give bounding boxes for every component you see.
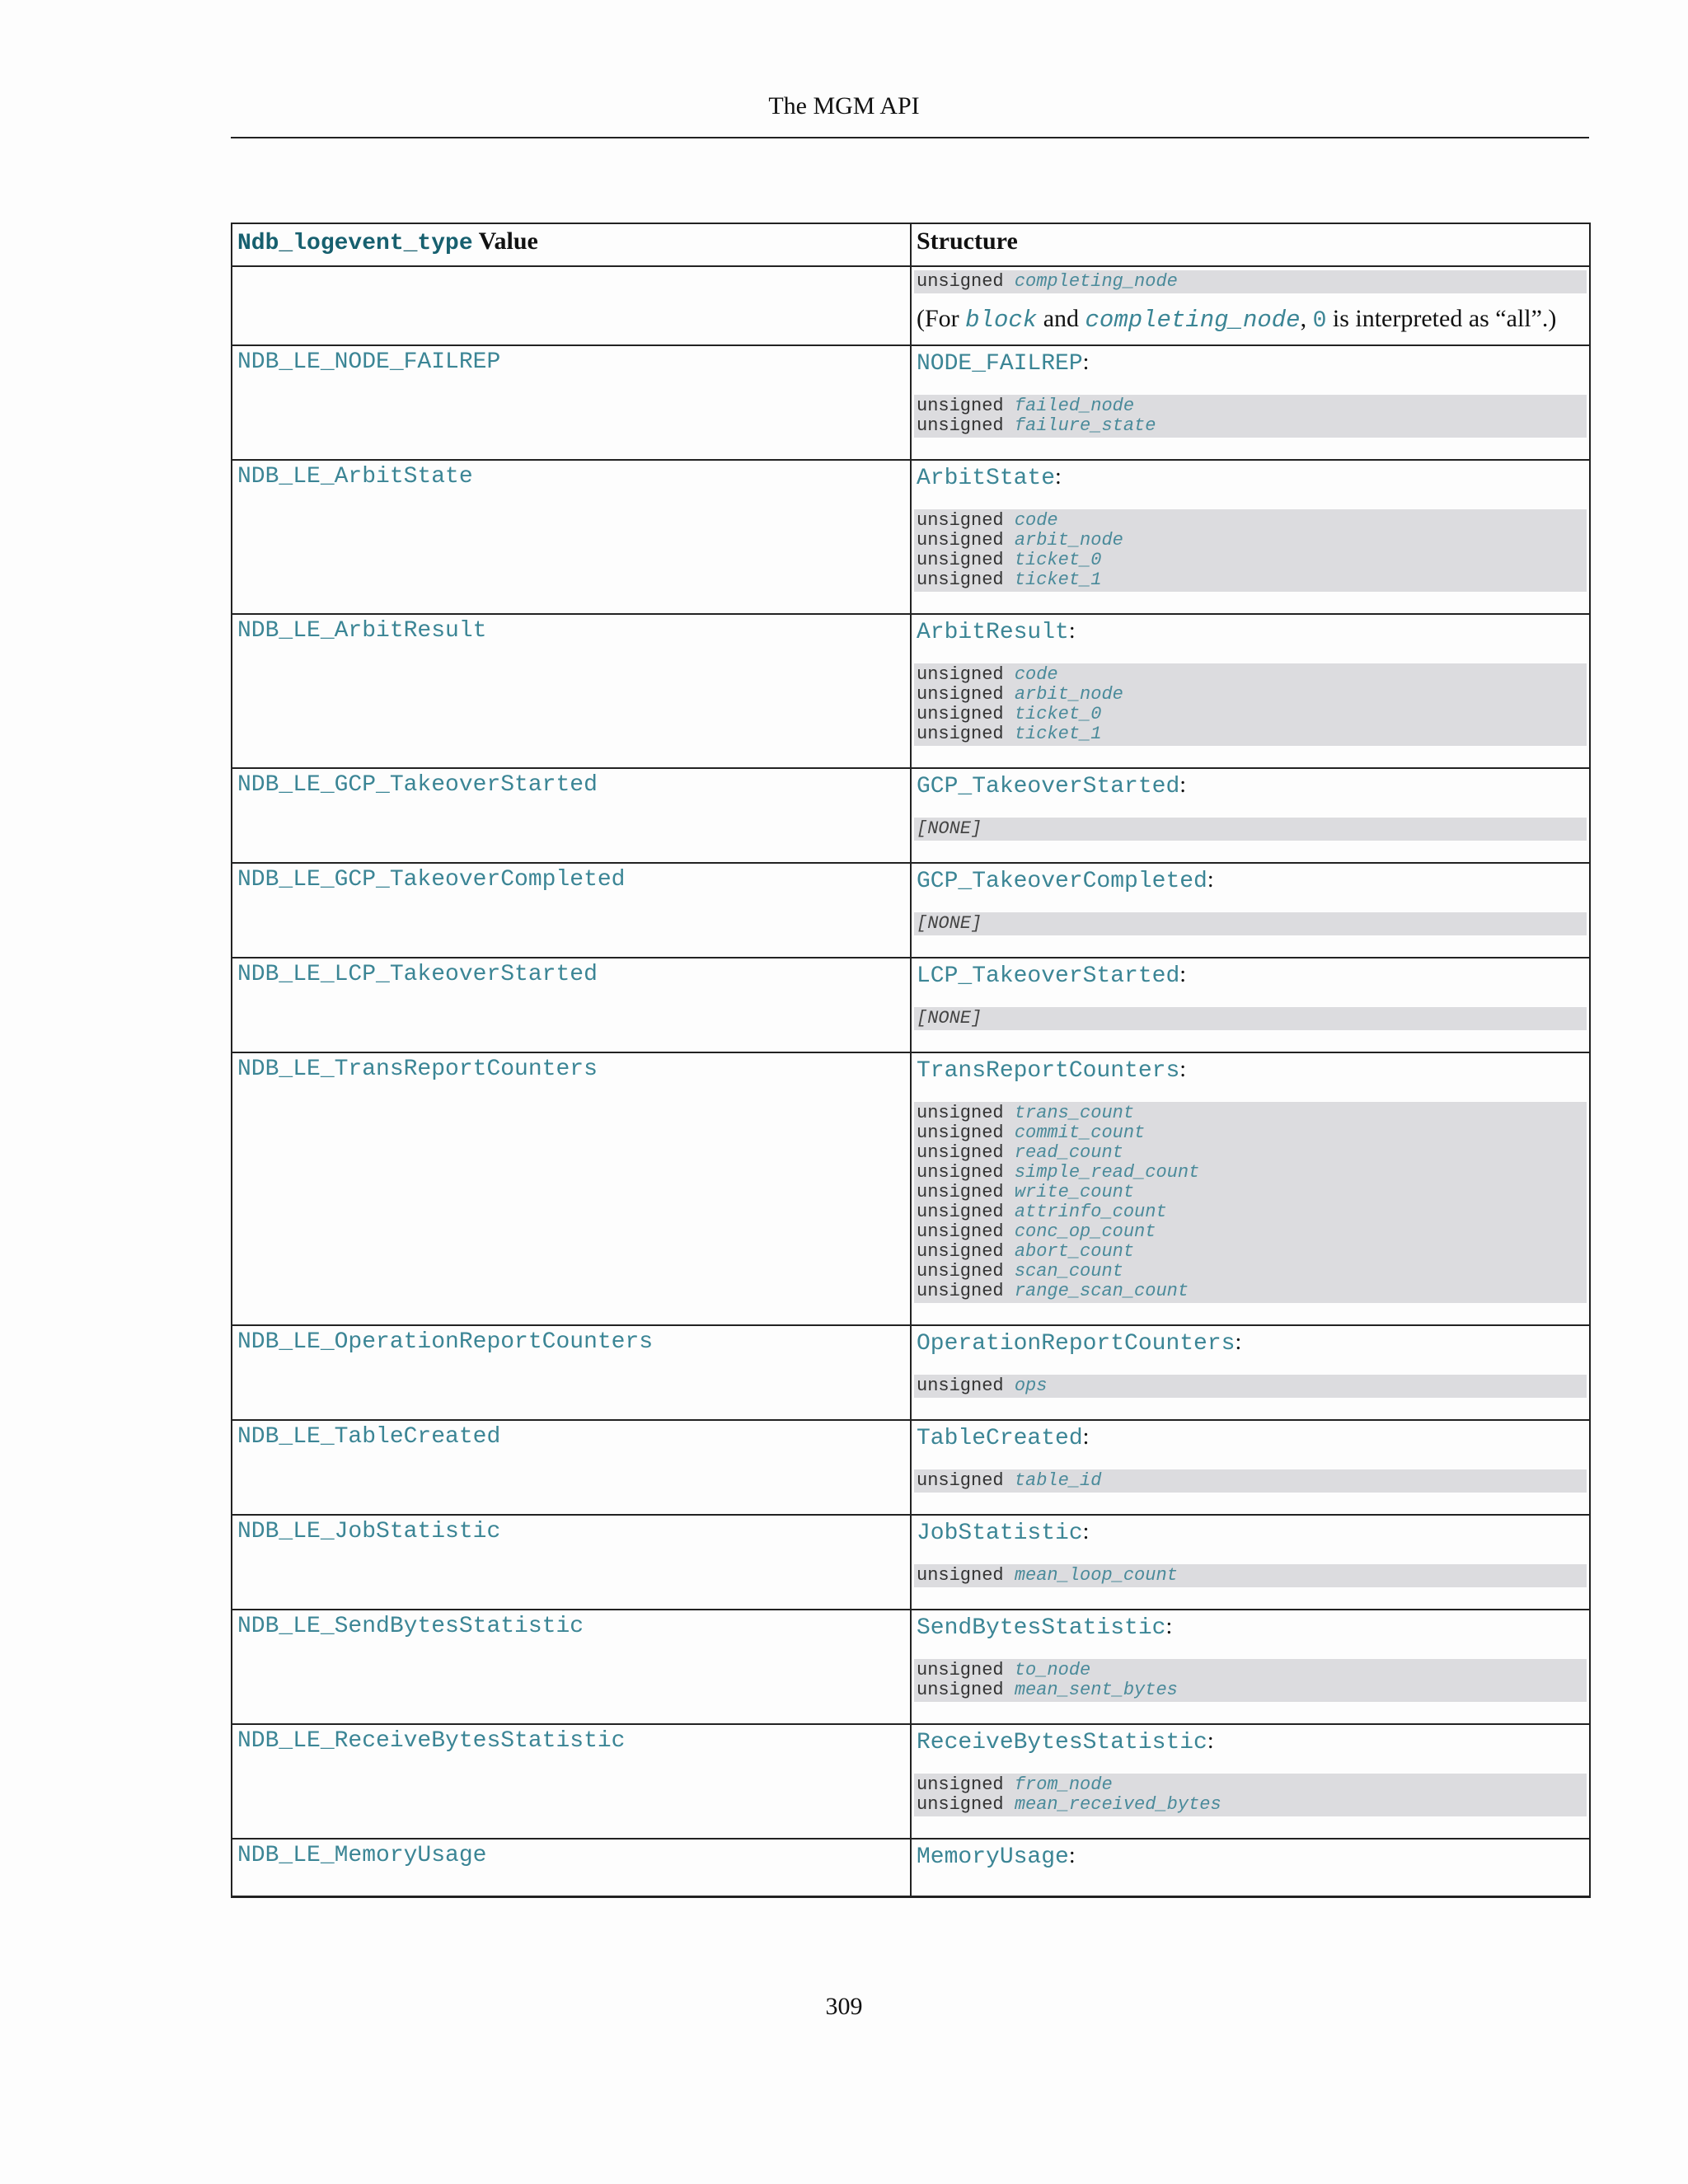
type-keyword: unsigned: [917, 1281, 1004, 1301]
event-cell: [232, 1515, 911, 1610]
header-code: Ndb_logevent_type: [237, 231, 473, 256]
structure-cell: [911, 958, 1590, 1052]
event-type-value: NDB_LE_GCP_TakeoverStarted: [237, 772, 598, 798]
table-row: [232, 1839, 1590, 1897]
code-line: [917, 1566, 1584, 1586]
event-type-value: NDB_LE_LCP_TakeoverStarted: [237, 962, 598, 987]
table-row-continued: [232, 266, 1590, 345]
code-block: [914, 818, 1587, 841]
structure-colon: :: [1068, 1843, 1076, 1868]
event-cell: [232, 768, 911, 863]
structure-name-text: TableCreated: [917, 1426, 1083, 1451]
structure-cell: [911, 863, 1590, 958]
event-cell: [232, 460, 911, 614]
type-keyword: unsigned: [917, 1774, 1004, 1795]
structure-colon: :: [1207, 867, 1214, 893]
type-keyword: unsigned: [917, 684, 1004, 705]
structure-name-text: GCP_TakeoverStarted: [917, 774, 1180, 799]
table-row: [232, 345, 1590, 460]
code-line: [917, 551, 1584, 570]
type-keyword: unsigned: [917, 1142, 1004, 1163]
structure-cell: [911, 1515, 1590, 1610]
code-line: [917, 1471, 1584, 1491]
field-name: failed_node: [1014, 396, 1135, 416]
event-type-value: NDB_LE_ArbitState: [237, 464, 473, 490]
code-block: [914, 1375, 1587, 1398]
field-name: from_node: [1014, 1774, 1113, 1795]
code-line: [917, 511, 1584, 531]
code-line: [917, 1242, 1584, 1262]
structure-colon: :: [1082, 1424, 1090, 1450]
continued-left-cell: [232, 266, 911, 345]
event-type-value: NDB_LE_TableCreated: [237, 1424, 501, 1450]
header-structure-cell: Structure: [911, 223, 1590, 266]
type-keyword: unsigned: [917, 1103, 1004, 1123]
header-value-cell: [232, 223, 911, 266]
structure-name-text: OperationReportCounters: [917, 1331, 1236, 1357]
structure-name-text: NODE_FAILREP: [917, 351, 1083, 377]
structure-colon: :: [1082, 349, 1090, 375]
structure-name: [912, 864, 1589, 894]
code-line: [917, 1143, 1584, 1163]
structure-colon: :: [1082, 1519, 1090, 1544]
code-block: [914, 1564, 1587, 1587]
code-block: [914, 1102, 1587, 1303]
structure-cell: [911, 614, 1590, 768]
type-keyword: unsigned: [917, 415, 1004, 436]
code-line-none: [NONE]: [917, 913, 982, 934]
structure-name: [912, 346, 1589, 377]
structure-name: [912, 1840, 1589, 1870]
code-line: [917, 531, 1584, 551]
structure-name: [912, 461, 1589, 491]
type-keyword: unsigned: [917, 510, 1004, 531]
structure-cell: [911, 460, 1590, 614]
event-type-value: NDB_LE_MemoryUsage: [237, 1843, 487, 1868]
field-name: failure_state: [1014, 415, 1156, 436]
event-cell: [232, 1325, 911, 1420]
structure-cell: [911, 1839, 1590, 1897]
code-line: unsigned completing_node: [917, 271, 1178, 292]
code-block: [914, 395, 1587, 438]
structure-cell: [911, 1724, 1590, 1839]
table-row: [232, 1515, 1590, 1610]
type-keyword: unsigned: [917, 1202, 1004, 1222]
structure-name: [912, 1725, 1589, 1755]
table-row: [232, 1420, 1590, 1515]
field-name: mean_received_bytes: [1014, 1794, 1221, 1815]
field-name: mean_loop_count: [1014, 1565, 1178, 1586]
field-name: ticket_0: [1014, 704, 1102, 724]
type-keyword: unsigned: [917, 1565, 1004, 1586]
table-row: [232, 460, 1590, 614]
table-row: [232, 1052, 1590, 1325]
field-name: code: [1014, 664, 1058, 685]
event-cell: [232, 1839, 911, 1897]
table-header-row: [232, 223, 1590, 266]
event-cell: [232, 1420, 911, 1515]
structure-colon: :: [1179, 1057, 1187, 1082]
field-name: read_count: [1014, 1142, 1123, 1163]
structure-name: [912, 615, 1589, 645]
code-line: [917, 1661, 1584, 1680]
event-type-value: NDB_LE_JobStatistic: [237, 1519, 501, 1544]
event-type-value: NDB_LE_SendBytesStatistic: [237, 1614, 584, 1639]
structure-name-text: ArbitState: [917, 466, 1056, 491]
code-line: [917, 705, 1584, 724]
structure-colon: :: [1068, 618, 1076, 644]
structure-name: [912, 769, 1589, 799]
field-name: commit_count: [1014, 1122, 1146, 1143]
table-row: [232, 614, 1590, 768]
event-type-value: NDB_LE_ArbitResult: [237, 618, 487, 644]
code-block: [914, 509, 1587, 592]
code-line: [917, 1202, 1584, 1222]
structure-name-text: GCP_TakeoverCompleted: [917, 869, 1207, 894]
page-number: 309: [825, 1993, 863, 2020]
field-name: ticket_0: [1014, 550, 1102, 570]
field-name: scan_count: [1014, 1261, 1123, 1282]
type-keyword: unsigned: [917, 396, 1004, 416]
field-name: attrinfo_count: [1014, 1202, 1167, 1222]
type-keyword: unsigned: [917, 1221, 1004, 1242]
code-line: [917, 665, 1584, 685]
code-block: [914, 912, 1587, 935]
code-line: [917, 1123, 1584, 1143]
structure-name: [912, 1053, 1589, 1084]
field-name: conc_op_count: [1014, 1221, 1156, 1242]
structure-colon: :: [1179, 962, 1187, 987]
field-name: mean_sent_bytes: [1014, 1680, 1178, 1700]
field-name: table_id: [1014, 1470, 1102, 1491]
field-name: ticket_1: [1014, 724, 1102, 744]
type-keyword: unsigned: [917, 704, 1004, 724]
code-line: [917, 570, 1584, 590]
type-keyword: unsigned: [917, 1680, 1004, 1700]
type-keyword: unsigned: [917, 569, 1004, 590]
table-row: [232, 1610, 1590, 1724]
structure-name: [912, 1421, 1589, 1451]
structure-name: [912, 1326, 1589, 1357]
structure-cell: [911, 1052, 1590, 1325]
event-cell: [232, 1610, 911, 1724]
field-name: range_scan_count: [1014, 1281, 1189, 1301]
type-keyword: unsigned: [917, 1261, 1004, 1282]
type-keyword: unsigned: [917, 1660, 1004, 1680]
field-name: write_count: [1014, 1182, 1135, 1202]
structure-cell: [911, 1420, 1590, 1515]
code-line: [917, 1282, 1584, 1301]
code-block: [914, 1774, 1587, 1816]
structure-name-text: ReceiveBytesStatistic: [917, 1730, 1207, 1755]
type-keyword: unsigned: [917, 1182, 1004, 1202]
structure-name: [912, 958, 1589, 989]
code-line: [917, 396, 1584, 416]
event-type-value: NDB_LE_GCP_TakeoverCompleted: [237, 867, 626, 893]
code-block: [914, 270, 1587, 293]
event-cell: [232, 1724, 911, 1839]
structure-colon: :: [1235, 1329, 1242, 1355]
code-line-none: [NONE]: [917, 1008, 982, 1029]
structure-name-text: ArbitResult: [917, 620, 1069, 645]
code-block: [914, 1007, 1587, 1030]
event-type-value: NDB_LE_ReceiveBytesStatistic: [237, 1728, 626, 1754]
code-line: [917, 1775, 1584, 1795]
type-keyword: unsigned: [917, 1470, 1004, 1491]
event-cell: [232, 614, 911, 768]
type-keyword: unsigned: [917, 1794, 1004, 1815]
header-rule: [231, 137, 1589, 138]
field-name: ops: [1014, 1376, 1048, 1396]
structure-cell: [911, 768, 1590, 863]
structure-cell: [911, 345, 1590, 460]
event-type-value: NDB_LE_NODE_FAILREP: [237, 349, 501, 375]
structure-colon: :: [1207, 1728, 1214, 1754]
structure-colon: :: [1165, 1614, 1173, 1639]
structure-name-text: MemoryUsage: [917, 1844, 1069, 1870]
field-name: to_node: [1014, 1660, 1091, 1680]
running-header: The MGM API: [768, 92, 920, 120]
code-line: [917, 1795, 1584, 1815]
table-row: [232, 863, 1590, 958]
header-value-word: Value: [478, 227, 538, 255]
note-line: (For block and completing_node, 0 is interpreted as “all”.): [917, 305, 1557, 334]
code-line: [917, 1104, 1584, 1123]
event-cell: [232, 958, 911, 1052]
field-name: ticket_1: [1014, 569, 1102, 590]
structure-cell: [911, 1610, 1590, 1724]
type-keyword: unsigned: [917, 724, 1004, 744]
structure-name: [912, 1610, 1589, 1641]
field-name: arbit_node: [1014, 684, 1123, 705]
code-line-none: [NONE]: [917, 818, 982, 839]
event-cell: [232, 863, 911, 958]
table-row: [232, 1325, 1590, 1420]
field-name: abort_count: [1014, 1241, 1135, 1262]
code-line: [917, 1222, 1584, 1242]
structure-name-text: SendBytesStatistic: [917, 1615, 1166, 1641]
type-keyword: unsigned: [917, 1162, 1004, 1183]
code-line: [917, 416, 1584, 436]
table-row: [232, 768, 1590, 863]
code-line: [917, 724, 1584, 744]
code-line: [917, 1163, 1584, 1183]
type-keyword: unsigned: [917, 1241, 1004, 1262]
field-name: code: [1014, 510, 1058, 531]
structure-name-text: JobStatistic: [917, 1521, 1083, 1546]
type-keyword: unsigned: [917, 530, 1004, 551]
code-line: [917, 1183, 1584, 1202]
event-cell: [232, 1052, 911, 1325]
event-type-value: NDB_LE_OperationReportCounters: [237, 1329, 654, 1355]
continued-right-cell: [911, 266, 1590, 345]
code-line: [917, 1680, 1584, 1700]
type-keyword: unsigned: [917, 664, 1004, 685]
code-block: [914, 1659, 1587, 1702]
structure-colon: :: [1179, 772, 1187, 798]
field-name: simple_read_count: [1014, 1162, 1200, 1183]
event-type-value: NDB_LE_TransReportCounters: [237, 1057, 598, 1082]
code-block: [914, 1469, 1587, 1493]
code-line: [917, 685, 1584, 705]
structure-cell: [911, 1325, 1590, 1420]
code-line: [917, 1376, 1584, 1396]
structure-name-text: TransReportCounters: [917, 1058, 1180, 1084]
type-keyword: unsigned: [917, 1376, 1004, 1396]
type-keyword: unsigned: [917, 550, 1004, 570]
type-keyword: unsigned: [917, 1122, 1004, 1143]
event-structure-table: [231, 223, 1591, 1898]
structure-name: [912, 1516, 1589, 1546]
table-row: [232, 1724, 1590, 1839]
code-block: [914, 663, 1587, 746]
code-line: [917, 1262, 1584, 1282]
table-row: [232, 958, 1590, 1052]
structure-colon: :: [1055, 464, 1062, 490]
field-name: trans_count: [1014, 1103, 1135, 1123]
field-name: arbit_node: [1014, 530, 1123, 551]
structure-name-text: LCP_TakeoverStarted: [917, 963, 1180, 989]
event-cell: [232, 345, 911, 460]
